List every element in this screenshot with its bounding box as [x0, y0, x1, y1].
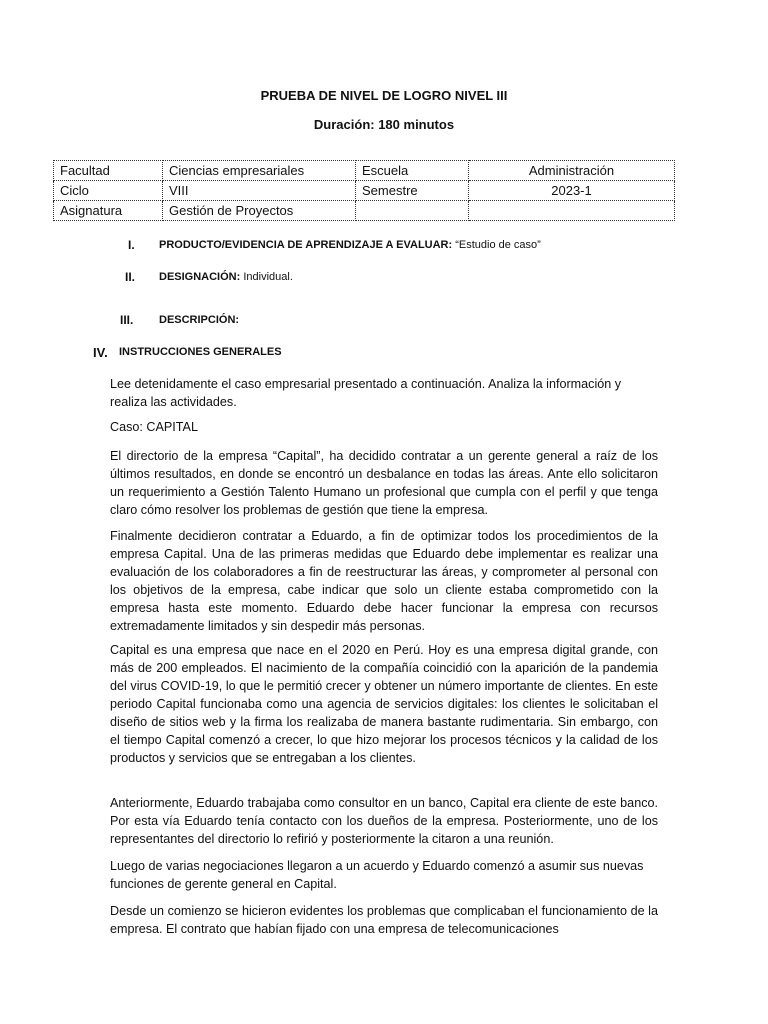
section-number: IV.	[93, 345, 108, 360]
table-cell: VIII	[163, 181, 356, 201]
duration-label: Duración: 180 minutos	[313, 117, 455, 132]
document-title: PRUEBA DE NIVEL DE LOGRO NIVEL III	[260, 88, 508, 103]
paragraph: El directorio de la empresa “Capital”, ha decidido contratar a un gerente general a raíz de los últimos resultados, en donde se encontró un desbalance en todas las áreas. Ante ello solicitaron un requerimiento a Gestión Talento Humano un profesional que cumpla con el perfil y que tenga claro cómo resolver los problemas de gestión que tiene la empresa.	[110, 449, 658, 517]
section-number: II.	[125, 270, 136, 284]
section-label: DESIGNACIÓN:	[159, 271, 241, 283]
table-cell: Ciclo	[54, 181, 163, 201]
table-cell: Gestión de Proyectos	[163, 201, 356, 221]
paragraph: Finalmente decidieron contratar a Eduardo, a fin de optimizar todos los procedimientos de la empresa Capital. Una de las primeras medidas que Eduardo debe implementar es realizar una evaluación de los colaboradores a fin de reestructurar las áreas, y comprometer al personal con los objetivos de la empresa, cabe indicar que solo un cliente estaba comprometido con la empresa hasta este momento. Eduardo debe hacer funcionar la empresa con recursos extremadamente limitados y sin despedir más personas.	[110, 529, 658, 633]
table-cell: Facultad	[54, 161, 163, 181]
course-info-table	[53, 160, 675, 221]
section-value: Individual.	[240, 271, 293, 283]
section-heading	[159, 271, 293, 283]
paragraph: Anteriormente, Eduardo trabajaba como consultor en un banco, Capital era cliente de este banco. Por esta vía Eduardo tenía contacto con los dueños de la empresa. Posteriormente, uno de los representantes del directorio lo refirió y posteriormente la citaron a una reunión.	[110, 796, 658, 846]
table-cell: Ciencias empresariales	[163, 161, 356, 181]
case-title: Caso: CAPITAL	[110, 420, 198, 434]
section-2	[0, 270, 768, 286]
section-1	[0, 238, 768, 254]
table-cell	[469, 201, 675, 221]
section-number: I.	[128, 238, 135, 252]
table-cell: Asignatura	[54, 201, 163, 221]
paragraph: Luego de varias negociaciones llegaron a un acuerdo y Eduardo comenzó a asumir sus nuevas funciones de gerente general en Capital.	[110, 859, 644, 891]
table-cell: Semestre	[356, 181, 469, 201]
section-value: “Estudio de caso”	[452, 239, 541, 251]
table-cell	[356, 201, 469, 221]
section-number: III.	[120, 313, 134, 327]
section-label: PRODUCTO/EVIDENCIA DE APRENDIZAJE A EVALUAR:	[159, 239, 453, 251]
section-label: DESCRIPCIÓN:	[159, 314, 240, 326]
table-row	[54, 181, 675, 201]
table-cell: 2023-1	[469, 181, 675, 201]
section-3	[0, 313, 768, 329]
table-row	[54, 161, 675, 181]
section-4	[0, 345, 768, 361]
table-cell: Escuela	[356, 161, 469, 181]
section-heading	[159, 239, 541, 251]
paragraph: Capital es una empresa que nace en el 2020 en Perú. Hoy es una empresa digital grande, con más de 200 empleados. El nacimiento de la compañía coincidió con la aparición de la pandemia del virus COVID-19, lo que le permitió crecer y obtener un número importante de clientes. En este periodo Capital funcionaba como una agencia de servicios digitales: los clientes le solicitaban el diseño de sitios web y la firma los realizaba de manera bastante rudimentaria. Sin embargo, con el tiempo Capital comenzó a crecer, lo que hizo mejorar los procesos técnicos y la calidad de los productos y servicios que se entregaban a los clientes.	[110, 643, 658, 765]
paragraph: Desde un comienzo se hicieron evidentes los problemas que complicaban el funcionamiento de la empresa. El contrato que habían fijado con una empresa de telecomunicaciones	[110, 904, 658, 936]
section-label: INSTRUCCIONES GENERALES	[119, 346, 282, 358]
table-row	[54, 201, 675, 221]
intro-paragraph: Lee detenidamente el caso empresarial presentado a continuación. Analiza la información y realiza las actividades.	[110, 377, 622, 409]
table-cell: Administración	[469, 161, 675, 181]
